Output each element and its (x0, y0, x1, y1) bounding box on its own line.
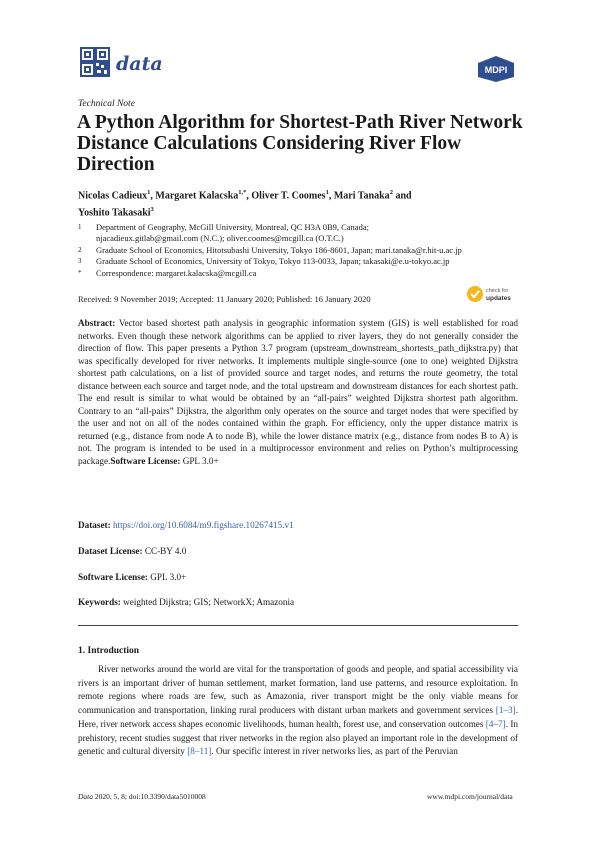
introduction-paragraph: River networks around the world are vital for the transportation of goods and people, and spatial accessibility via rivers is an important driver of human settlement, market formation, land use patterns, and resource exploitation. In remote regions where roads are few, such as Amazonia, river transport might be the only viable means for communication and transportation, linking rural producers with distant urban markets and government services [1–3]. Here, river network access shapes economic livelihoods, human health, forest use, and conservation outcomes [4–7]. In prehistory, recent studies suggest that river networks in the region also played an important role in the development of genetic and cultural diversity [8–11]. Our specific interest in river networks lies, as part of the Peruvian (78, 664, 518, 757)
author: Yoshito Takasaki (78, 207, 151, 219)
citation-link[interactable]: [4–7] (485, 718, 506, 729)
publication-dates: Received: 9 November 2019; Accepted: 11 January 2020; Published: 16 January 2020 (78, 294, 371, 304)
abstract-software-license-label: Software License: (110, 455, 181, 466)
section-divider (78, 625, 518, 626)
mdpi-logo-icon (476, 55, 516, 83)
keywords-line: Keywords: weighted Dijkstra; GIS; NetworkX; Amazonia (78, 597, 295, 607)
abstract-software-license-value: GPL 3.0+ (182, 455, 219, 466)
citation-link[interactable]: [8–11] (187, 746, 212, 757)
check-updates-icon (467, 286, 483, 302)
author: Mari Tanaka (333, 190, 390, 202)
check-updates-line2: updates (486, 295, 511, 302)
abstract (78, 317, 518, 467)
paper-title: A Python Algorithm for Shortest-Path River Network Distance Calculations Considering River Flow Direction (77, 112, 523, 175)
section-heading: 1. Introduction (78, 646, 140, 656)
dataset-link[interactable]: https://doi.org/10.6084/m9.figshare.10267415.v1 (112, 520, 294, 530)
check-updates-line1: check for (486, 288, 509, 294)
software-license-line: Software License: GPL 3.0+ (78, 572, 187, 582)
author: Nicolas Cadieux (78, 190, 148, 202)
footer-journal-url[interactable]: www.mdpi.com/journal/data (427, 792, 513, 801)
dataset-line: Dataset: https://doi.org/10.6084/m9.figshare.10267415.v1 (78, 520, 294, 530)
author-list: Nicolas Cadieux$^1$, Margaret Kalacska$^{1,*}$, Oliver T. Coomes$^1$, Mari Tanaka$^2$ and Yoshito Takasaki$^3$ (78, 189, 412, 219)
abstract-label: Abstract: (78, 318, 116, 328)
author: Margaret Kalacska (155, 190, 239, 202)
author: Oliver T. Coomes (251, 190, 326, 202)
journal-logo-icon (80, 47, 110, 77)
footer-citation: Data 2020, 5, 8; doi:10.3390/data5010008 (78, 792, 206, 801)
author-affiliation-mark: 3 (150, 206, 154, 214)
check-for-updates-button[interactable] (466, 284, 520, 304)
author-affiliation-mark: 1 (325, 189, 329, 196)
author-affiliation-mark: 1 (147, 189, 151, 196)
author-affiliation-mark: 1, (238, 189, 244, 196)
citation-link[interactable]: [1–3] (495, 705, 516, 716)
mdpi-logo-text: MDPI (484, 65, 508, 75)
abstract-text: Vector based shortest path analysis in geographic information system (GIS) is well established for road networks. Even though these network algorithms can be applied to river layers, they do not generally consider the direction of flow. This paper presents a Python 3.7 program (upstream_downstream_shortests_path_dijkstra.py) that was specifically developed for river networks. It implements multiple single-source (one to one) weighted Dijkstra shortest path calculations, on a list of provided source and target nodes, and returns the route geometry, the total distance between each source and target node, and the total upstream and downstream distances for each shortest path. The end result is similar to what would be obtained by an “all-pairs” weighted Dijkstra shortest path algorithm. Contrary to an “all-pairs” Dijkstra, the algorithm only operates on the source and target nodes that were specified by the user and not on all of the nodes contained within the graph. For efficiency, only the upper distance matrix is returned (e.g., distance from node A to node B), while the lower distance matrix (e.g., distance from nodes B to A) is not. The program is intended to be used in a multiprocessor environment and relies on Python’s multiprocessing package. (78, 318, 519, 466)
dataset-license-line: Dataset License: CC-BY 4.0 (78, 546, 187, 556)
author-affiliation-mark: 2 (389, 189, 393, 196)
journal-name: data (116, 53, 163, 75)
document-type: Technical Note (78, 99, 135, 109)
